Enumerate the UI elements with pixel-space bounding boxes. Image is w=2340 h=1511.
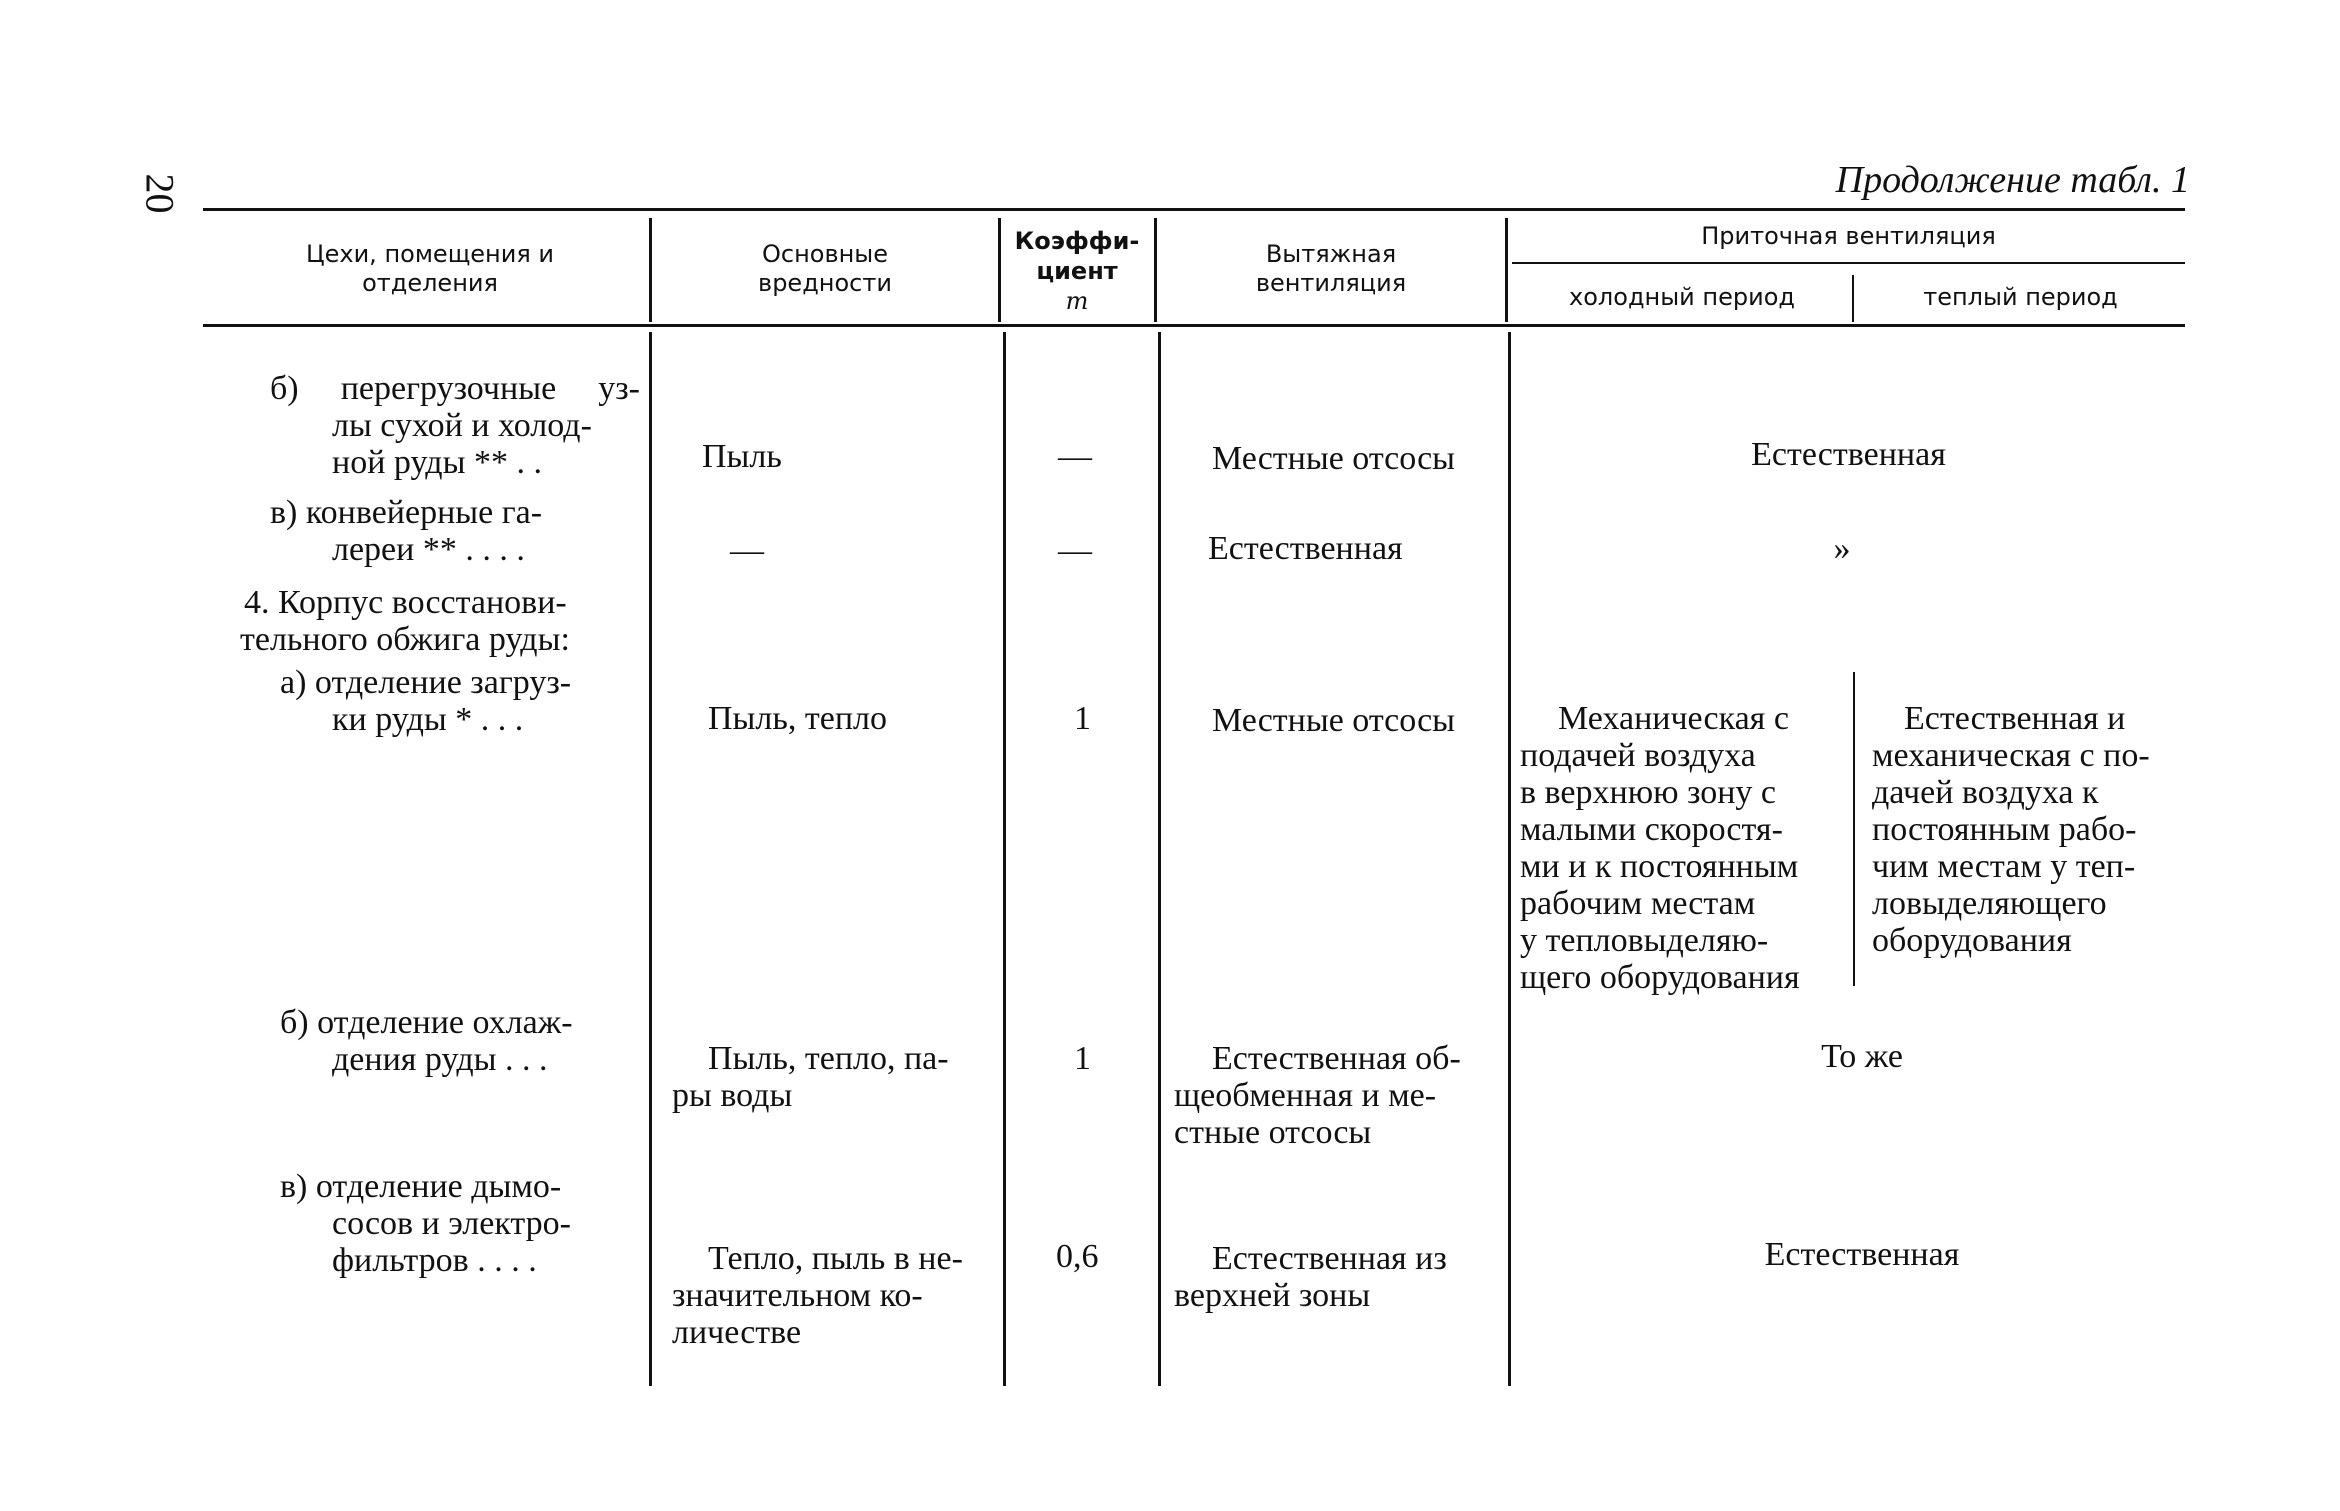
row6-hazard: Тепло, пыль в не- значительном ко- личестве — [672, 1240, 963, 1351]
row4-name: а) отделение загруз- ки руды * . . . — [280, 664, 572, 738]
body-divider-1 — [649, 332, 652, 1386]
table-continuation-caption: Продолжение табл. 1 — [1835, 159, 2190, 201]
header-supply: Приточная вентиляция — [1701, 222, 1996, 250]
section-4-heading: 4. Корпус восстанови- тельного обжига руды: — [240, 584, 570, 658]
page-number: 20 — [137, 173, 183, 214]
row2-name: в) конвейерные га- лереи ** . . . . — [270, 494, 543, 568]
body-divider-3 — [1158, 332, 1161, 1386]
row6-coef: 0,6 — [1056, 1238, 1099, 1275]
row5-exhaust: Естественная об- щеобменная и ме- стные отсосы — [1174, 1040, 1461, 1151]
header-exhaust: Вытяжная вентиляция — [1255, 240, 1407, 297]
row4-hazard: Пыль, тепло — [708, 700, 887, 737]
header-divider-1 — [649, 218, 652, 322]
row5-supply: То же — [1821, 1038, 1903, 1075]
row2-coef: — — [1058, 532, 1092, 569]
header-cold-period: холодный период — [1569, 283, 1795, 311]
row1-name: б) перегрузочные уз- лы сухой и холод- ной руды ** . . — [270, 370, 640, 481]
row2-exhaust: Естественная — [1208, 530, 1403, 567]
supply-subheader-rule — [1512, 262, 2185, 264]
row1-supply: Естественная — [1751, 436, 1946, 473]
header-warm-period: теплый период — [1923, 283, 2118, 311]
row1-coef: — — [1058, 438, 1092, 475]
row6-supply: Естественная — [1764, 1236, 1960, 1273]
row5-hazard: Пыль, тепло, па- ры воды — [672, 1040, 949, 1114]
row4-coef: 1 — [1074, 700, 1091, 737]
row6-name: в) отделение дымо- сосов и электро- фильтров . . . . — [280, 1168, 571, 1279]
row4-warm-supply: Естественная и механическая с по- дачей воздуха к постоянным рабо- чим местам у теп- ловыделяющего оборудования — [1872, 700, 2150, 959]
row6-exhaust: Естественная из верхней зоны — [1174, 1240, 1447, 1314]
header-divider-4 — [1505, 218, 1508, 322]
header-divider-5 — [1852, 275, 1854, 322]
body-divider-2 — [1003, 332, 1006, 1386]
header-coefficient: Коэффи- циент m — [1014, 227, 1140, 315]
header-workshops: Цехи, помещения и отделения — [305, 240, 555, 297]
header-bottom-rule — [203, 324, 2185, 327]
table-top-rule — [203, 208, 2185, 211]
header-hazards: Основные вредности — [758, 240, 892, 297]
row5-name: б) отделение охлаж- дения руды . . . — [280, 1004, 573, 1078]
body-divider-5 — [1853, 672, 1855, 986]
header-divider-3 — [1154, 218, 1157, 322]
row4-cold-supply: Механическая с подачей воздуха в верхнюю зону с малыми скоростя- ми и к постоянным рабочим местам у тепловыделяю- щего оборудования — [1520, 700, 1800, 996]
row5-coef: 1 — [1074, 1040, 1091, 1077]
header-divider-2 — [998, 218, 1001, 322]
row1-exhaust: Местные отсосы — [1212, 440, 1455, 477]
body-divider-4 — [1508, 332, 1511, 1386]
row2-hazard: — — [730, 532, 764, 569]
row4-exhaust: Местные отсосы — [1212, 702, 1455, 739]
row2-supply: » — [1833, 530, 1851, 567]
row1-hazard: Пыль — [702, 438, 782, 475]
